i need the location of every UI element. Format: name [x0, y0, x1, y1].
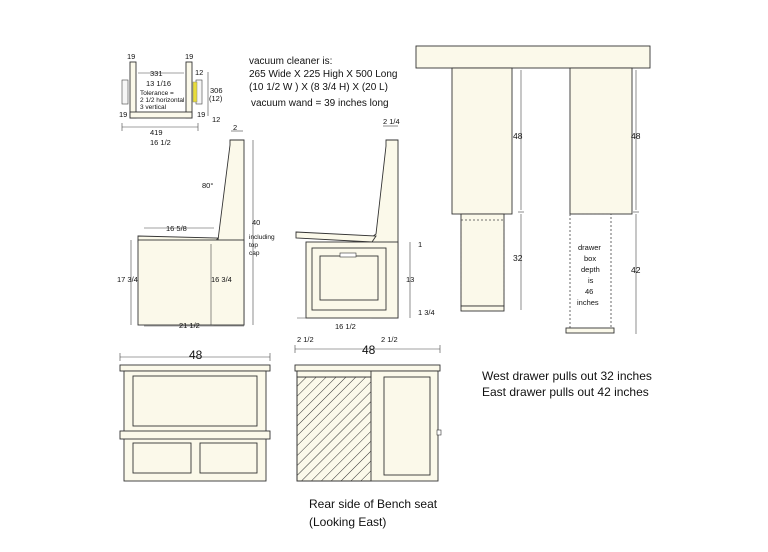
- rear-width-label: 48: [362, 343, 376, 357]
- box-side-12-label: 12: [212, 115, 221, 124]
- rear-panel: [384, 377, 430, 475]
- rear-top-cap: [295, 365, 440, 371]
- rear-right-offset-label: 2 1/2: [381, 335, 398, 344]
- side-height-label-4: cap: [249, 250, 260, 257]
- west-pull-label: 32: [513, 253, 523, 263]
- plan-table-top: [416, 46, 650, 68]
- side-height-label-1: 40: [252, 218, 261, 227]
- box-right-12-label: 12: [195, 68, 204, 77]
- drawer-depth-line-4: is: [588, 276, 594, 285]
- rear-cavity-lip: [297, 371, 371, 377]
- front-lower-right-panel: [200, 443, 257, 473]
- vacuum-metric: 265 Wide X 225 High X 500 Long: [249, 69, 398, 80]
- inner-width-mm-label: 331: [150, 69, 163, 78]
- vacuum-wand: vacuum wand = 39 inches long: [251, 98, 389, 109]
- side-angle-label: 80°: [202, 181, 214, 190]
- vacuum-heading: vacuum cleaner is:: [249, 56, 333, 67]
- front-seat-lip: [120, 431, 270, 439]
- section-seat-top: [296, 232, 376, 242]
- section-width-label: 16 1/2: [335, 322, 356, 331]
- box-bottom-left-label: 19: [119, 110, 128, 119]
- rear-caption-line-1: Rear side of Bench seat: [309, 497, 438, 511]
- front-width-label: 48: [189, 348, 203, 362]
- outer-width-in-label: 16 1/2: [150, 138, 171, 147]
- east-drawer-note: East drawer pulls out 42 inches: [482, 385, 649, 399]
- drawer-notes: [482, 369, 652, 399]
- rear-hinge-icon: [437, 430, 441, 435]
- bench-section-view: [296, 117, 435, 331]
- east-drawer-front: [566, 328, 614, 333]
- drawer-depth-line-3: depth: [581, 265, 600, 274]
- side-base-depth-label: 21 1/2: [179, 321, 200, 330]
- inner-width-in-label: 13 1/16: [146, 79, 172, 88]
- front-lower-left-panel: [133, 443, 191, 473]
- drawer-panel: [320, 256, 378, 300]
- tolerance-line-1: Tolerance =: [140, 90, 174, 97]
- front-top-cap: [120, 365, 270, 371]
- rear-caption-line-2: (Looking East): [309, 515, 387, 529]
- box-top-right-label: 19: [185, 52, 194, 61]
- rear-left-offset-label: 2 1/2: [297, 335, 314, 344]
- drawer-depth-line-1: drawer: [578, 243, 601, 252]
- tolerance-line-2: 2 1/2 horizontal: [140, 97, 185, 104]
- east-pull-label: 42: [631, 265, 641, 275]
- section-drawer-height-label: 13: [406, 275, 415, 284]
- drawer-depth-line-6: inches: [577, 298, 599, 307]
- side-cap-label: 2: [233, 123, 238, 132]
- east-bench: [570, 68, 632, 214]
- left-slide: [122, 80, 128, 104]
- outer-width-mm-label: 419: [150, 128, 163, 137]
- vacuum-imperial: (10 1/2 W ) X (8 3/4 H) X (20 L): [249, 82, 388, 93]
- side-height-label-2: including: [249, 234, 275, 241]
- box-left-wall: [130, 62, 136, 118]
- side-height-label-3: top: [249, 242, 259, 249]
- west-drawer-front: [461, 306, 504, 311]
- side-seat-height-label: 17 3/4: [117, 275, 138, 284]
- right-slide-highlight: [193, 82, 197, 102]
- bench-front-view: [120, 348, 270, 481]
- front-upper-panel: [133, 376, 257, 426]
- bench-side-view: [117, 123, 275, 330]
- rear-open-cavity: [297, 377, 371, 481]
- section-cap-label: 2 1/4: [383, 117, 400, 126]
- drawer-depth-line-5: 46: [585, 287, 594, 296]
- plan-view: [416, 46, 650, 334]
- drawer-depth-line-2: box: [584, 254, 597, 263]
- vacuum-notes: [249, 56, 397, 109]
- side-inner-height-label: 16 3/4: [211, 275, 232, 284]
- tolerance-line-3: 3 vertical: [140, 104, 167, 111]
- section-top-gap-label: 1: [418, 240, 423, 249]
- side-seat-depth-label: 16 5/8: [166, 224, 187, 233]
- drawer-pull-icon: [340, 253, 356, 257]
- box-section-view: [119, 52, 223, 147]
- box-bottom: [130, 112, 192, 118]
- section-bottom-gap-label: 1 3/4: [418, 308, 435, 317]
- west-drawer-note: West drawer pulls out 32 inches: [482, 369, 652, 383]
- box-top-left-label: 19: [127, 52, 136, 61]
- west-length-label: 48: [513, 131, 523, 141]
- east-length-label: 48: [631, 131, 641, 141]
- box-height-mm-label: 306: [210, 86, 223, 95]
- west-drawer: [461, 214, 504, 306]
- box-right-wall: [186, 62, 192, 118]
- box-bottom-right-label: 19: [197, 110, 206, 119]
- west-bench: [452, 68, 512, 214]
- box-height-in-label: (12): [209, 94, 223, 103]
- bench-rear-view: [295, 335, 441, 529]
